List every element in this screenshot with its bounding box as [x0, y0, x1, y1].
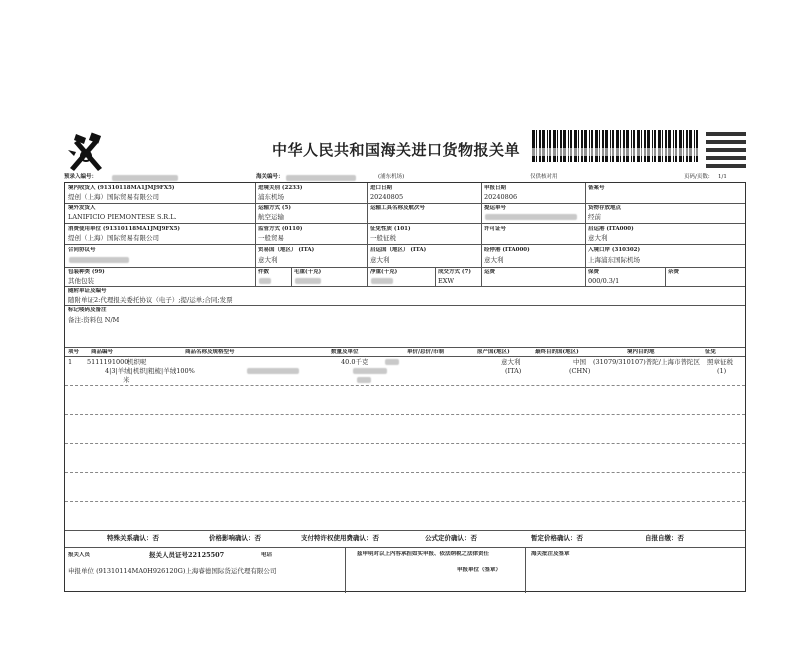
goods-header-price: 单价/总价/币制 [407, 349, 445, 355]
item-dest: 中国 [573, 358, 586, 366]
item-price-redacted [385, 359, 399, 365]
legal-statement: 兹申明对以上内容承担如实申报、依法纳税之法律责任 [357, 551, 490, 557]
consumer-value: 缇创（上海）国际贸易有限公司 [68, 234, 159, 242]
freight-label: 运费 [484, 269, 496, 275]
item-levy: 照章征税 [707, 358, 733, 366]
consumer-label: 消费使用单位 (91310118MA1JMJ9FX5) [68, 226, 181, 232]
insurance-value: 000/0.3/1 [588, 277, 620, 285]
goods-header-domestic: 境内目的地 [627, 349, 655, 355]
trade-country-label: 贸易国（地区） (ITA) [258, 247, 315, 253]
goods-header-name: 商品名称及规格型号 [185, 349, 235, 355]
goods-header-origin: 原产国(地区) [477, 349, 510, 355]
import-date-label: 进口日期 [370, 185, 393, 191]
provisional-price-confirm: 暂定价格确认：否 [531, 534, 583, 542]
shipper-label: 境外发货人 [68, 205, 96, 211]
customs-approval-label: 海关批注及签章 [531, 551, 570, 557]
supervision-value: 一般贸易 [258, 234, 284, 242]
bill-no-label: 提运单号 [484, 205, 507, 211]
bill-no-redacted [485, 214, 577, 220]
transport-mode-value: 航空运输 [258, 213, 284, 221]
storage-label: 货物存放地点 [588, 205, 622, 211]
item-name-line1: 机织呢 [127, 358, 147, 366]
goods-header-code: 商品编号 [91, 349, 114, 355]
supervision-label: 监管方式 (0110) [258, 226, 303, 232]
license-label: 许可证号 [484, 226, 507, 232]
gross-weight-redacted [295, 278, 321, 284]
docs-label: 随附单证及编号 [68, 288, 107, 294]
gross-weight-label: 毛重(千克) [294, 269, 322, 275]
marks-value: 备注:资料包 N/M [68, 316, 120, 324]
page-label: 页码/页数: [684, 174, 710, 180]
storage-value: 经前 [588, 213, 601, 221]
transit-port-value: 意大利 [484, 256, 504, 264]
levy-label: 征免性质 (101) [370, 226, 411, 232]
consignee-label: 境内收货人 (91310118MA1JMJ9FX5) [68, 185, 175, 191]
customs-number-redacted [286, 175, 356, 181]
item-name-line2: 4|3|羊绒|机织|粗梳|羊绒100% [105, 367, 195, 375]
declarant-cert: 报关人员证号22125507 [149, 551, 225, 559]
departure-port-label: 启运港 (ITA000) [588, 226, 634, 232]
item-levy-code: (1) [717, 367, 727, 375]
formula-price-confirm: 公式定价确认：否 [425, 534, 477, 542]
pre-entry-label: 预录入编号： [64, 174, 98, 180]
item-domestic: (31079/310107)普陀/上海市普陀区 [593, 358, 700, 366]
shipper-value: LANIFICIO PIEMONTESE S.R.L. [68, 213, 177, 221]
price-impact-confirm: 价格影响确认：否 [209, 534, 261, 542]
item-no: 1 [68, 358, 73, 366]
form-title: 中华人民共和国海关进口货物报关单 [272, 141, 521, 159]
item-qty-redacted [353, 368, 387, 374]
item-dest-code: (CHN) [569, 367, 591, 375]
item-qty: 40.0千克 [341, 358, 369, 366]
declare-date-value: 20240806 [484, 193, 518, 201]
record-no-label: 备案号 [588, 185, 605, 191]
page-value: 1/1 [718, 174, 727, 180]
package-label: 包装种类 (99) [68, 269, 105, 275]
customs-emblem-icon [64, 130, 108, 174]
entry-customs-value: 浦东机场 [258, 193, 284, 201]
package-value: 其他包装 [68, 277, 94, 285]
marks-label: 标记唛码及备注 [68, 307, 107, 313]
for-verification: 仅供核对用 [530, 174, 558, 180]
customs-no-label: 海关编号： [256, 174, 284, 180]
qr-code [706, 128, 746, 168]
item-unit-redacted [357, 377, 371, 383]
pieces-redacted [259, 278, 271, 284]
transport-mode-label: 运输方式 (5) [258, 205, 291, 211]
deal-label: 成交方式 (7) [438, 269, 471, 275]
goods-header-qty: 数量及单位 [331, 349, 359, 355]
departure-port-value: 意大利 [588, 234, 608, 242]
vehicle-label: 运输工具名称及航次号 [370, 205, 426, 211]
special-relation-confirm: 特殊关系确认：否 [107, 534, 159, 542]
declaring-unit-seal: 申报单位（签章） [457, 567, 502, 573]
declaring-unit: 申报单位 (91310114MA0H926120G)上海睿德国际货运代理有限公司 [68, 567, 277, 575]
consignee-value: 缇创（上海）国际贸易有限公司 [68, 193, 159, 201]
goods-header-dest: 最终目的国(地区) [535, 349, 579, 355]
net-weight-redacted [371, 278, 393, 284]
item-spec-redacted [247, 368, 299, 374]
contract-label: 合同协议号 [68, 247, 96, 253]
entry-port-value: 上海浦东国际机场 [588, 256, 640, 264]
phone-label: 电话 [261, 552, 273, 558]
port-name: (浦东机场) [378, 174, 405, 180]
declaration-form [64, 182, 746, 592]
royalty-confirm: 支付特许权使用费确认：否 [301, 534, 379, 542]
entry-port-label: 入境口岸 (310302) [588, 247, 641, 253]
net-weight-label: 净重(千克) [370, 269, 398, 275]
item-name-line3: 米 [123, 376, 130, 384]
transit-port-label: 经停港 (ITA000) [484, 247, 530, 253]
origin-country-value: 意大利 [370, 256, 390, 264]
declarant-label: 报关人员 [68, 552, 91, 558]
import-date-value: 20240805 [370, 193, 404, 201]
pieces-label: 件数 [258, 269, 270, 275]
self-declare-confirm: 自报自缴：否 [645, 534, 684, 542]
deal-value: EXW [438, 277, 455, 285]
docs-value: 随附单证2:代理报关委托协议（电子）;提/运单;合同;发票 [68, 296, 233, 304]
misc-label: 杂费 [668, 269, 680, 275]
barcode [532, 130, 700, 162]
contract-redacted [69, 257, 129, 263]
origin-country-label: 启运国（地区） (ITA) [370, 247, 427, 253]
entry-customs-label: 进境关别 (2233) [258, 185, 303, 191]
declare-date-label: 申报日期 [484, 185, 507, 191]
trade-country-value: 意大利 [258, 256, 278, 264]
pre-entry-number-redacted [112, 175, 178, 181]
item-origin: 意大利 [501, 358, 521, 366]
item-origin-code: (ITA) [505, 367, 522, 375]
goods-header-levy: 征免 [705, 349, 717, 355]
levy-value: 一般征税 [370, 234, 396, 242]
insurance-label: 保费 [588, 269, 600, 275]
item-code: 5111191000 [87, 358, 129, 366]
goods-header-no: 项号 [68, 349, 80, 355]
